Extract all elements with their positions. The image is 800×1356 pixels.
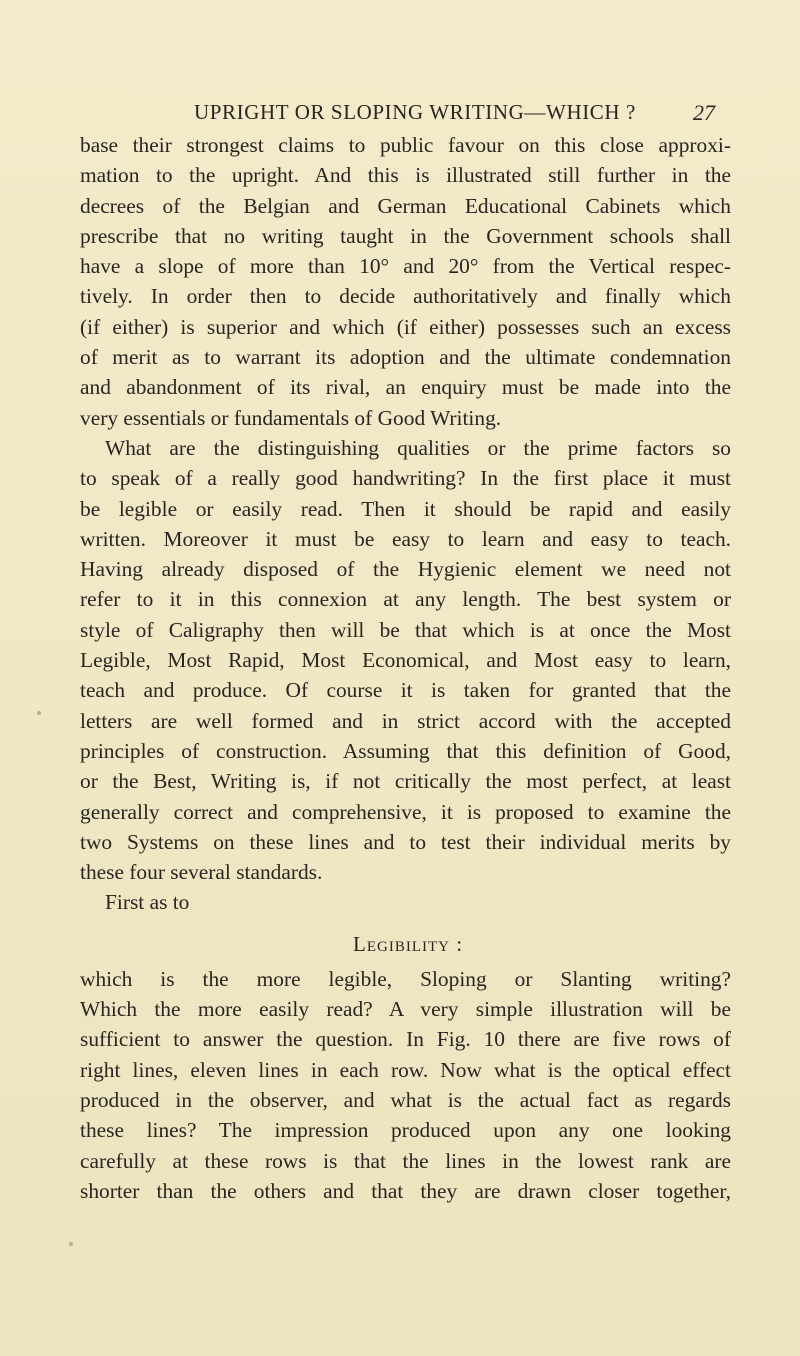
text-line: letters are well formed and in strict accord with the accepted [80,708,731,733]
paper-speck [37,711,41,715]
text-line: teach and produce. Of course it is taken for granted that the [80,678,731,703]
paper-speck [69,1242,73,1246]
text-line: Which the more easily read? A very simple illustration will be [80,997,731,1022]
text-line: carefully at these rows is that the lines in the lowest rank are [80,1148,731,1173]
text-line: written. Moreover it must be easy to learn and easy to teach. [80,526,731,551]
text-line: be legible or easily read. Then it should be rapid and easily [80,496,731,521]
text-line: (if either) is superior and which (if either) possesses such an excess [80,314,731,339]
text-line: prescribe that no writing taught in the Government schools shall [80,223,731,248]
text-line: tively. In order then to decide authoritatively and finally which [80,284,731,309]
text-line: of merit as to warrant its adoption and the ultimate condemnation [80,345,731,370]
text-line: these four several standards. [80,860,323,885]
text-line: refer to it in this connexion at any length. The best system or [80,587,731,612]
text-line: right lines, eleven lines in each row. Now what is the optical effect [80,1057,731,1082]
text-line: produced in the observer, and what is the actual fact as regards [80,1087,731,1112]
text-line: these lines? The impression produced upon any one looking [80,1118,731,1143]
body-text [80,130,731,1206]
running-head: UPRIGHT OR SLOPING WRITING—WHICH ? [194,100,636,124]
text-line: Having already disposed of the Hygienic element we need not [80,557,731,582]
text-line: principles of construction. Assuming that this definition of Good, [80,738,731,763]
text-line: and abandonment of its rival, an enquiry must be made into the [80,375,731,400]
text-line: or the Best, Writing is, if not critically the most perfect, at least [80,769,731,794]
text-line: style of Caligraphy then will be that which is at once the Most [80,617,731,642]
text-line: What are the distinguishing qualities or the prime factors so [105,435,731,460]
text-line: Legible, Most Rapid, Most Economical, and Most easy to learn, [80,648,731,673]
text-line: sufficient to answer the question. In Fig. 10 there are five rows of [80,1027,731,1052]
text-line: base their strongest claims to public favour on this close approxi- [80,133,731,157]
text-line: First as to [105,890,190,915]
text-line: shorter than the others and that they are drawn closer together, [80,1178,731,1203]
text-line: mation to the upright. And this is illustrated still further in the [80,163,731,188]
text-line: generally correct and comprehensive, it is proposed to examine the [80,799,731,824]
text-line: two Systems on these lines and to test their individual merits by [80,829,731,854]
text-line: have a slope of more than 10° and 20° from the Vertical respec- [80,254,731,279]
text-line: decrees of the Belgian and German Educational Cabinets which [80,193,731,218]
text-line: to speak of a really good handwriting? In the first place it must [80,466,731,491]
text-line: very essentials or fundamentals of Good Writing. [80,405,502,430]
section-heading: Legibility : [353,931,464,956]
page-number: 27 [693,100,715,125]
text-line: which is the more legible, Sloping or Slanting writing? [80,966,731,991]
